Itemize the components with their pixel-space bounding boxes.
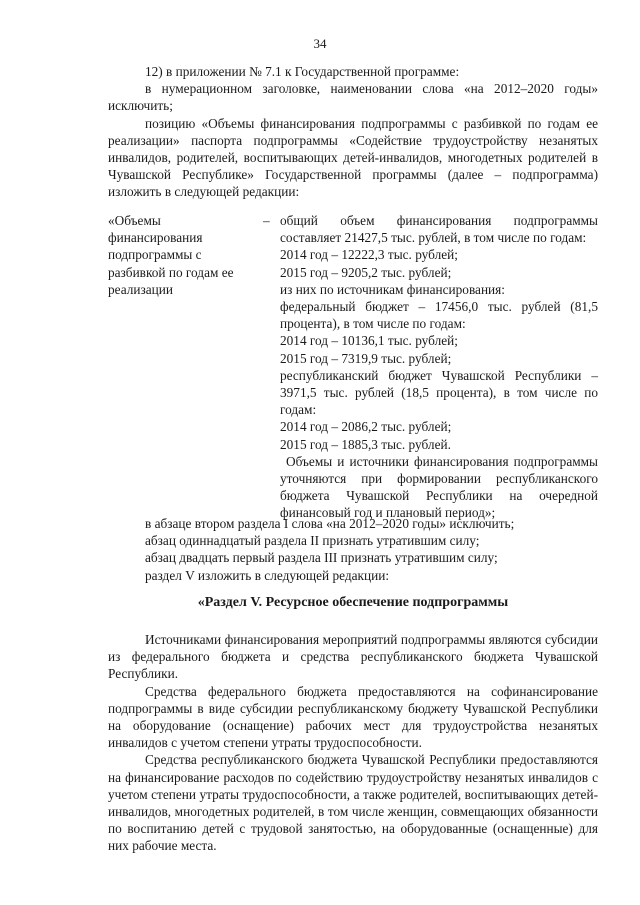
paragraph: 12) в приложении № 7.1 к Государственной программе:	[145, 64, 460, 79]
amendments-block	[108, 515, 598, 584]
intro-block	[108, 63, 598, 201]
section-body	[108, 631, 598, 855]
paragraph: Источниками финансирования мероприятий подпрограммы являются субсидии из федерального бюджета и средства республиканского бюджета Чувашской Республики.	[108, 632, 598, 682]
paragraph: в абзаце втором раздела I слова «на 2012–2020 годы» исключить;	[145, 516, 515, 531]
paragraph: Средства республиканского бюджета Чувашской Республики предоставляются на финансирование расходов по содействию трудоустройству незанятых инвалидов с учетом степени утраты трудоспособности, а также родителей, воспитывающих детей-инвалидов, многодетных родителей, в том числе женщин, совмещающих обязанности по воспитанию детей с трудовой занятостью, на оборудованные (оснащенные) для них рабочие места.	[108, 752, 598, 854]
passport-line: общий объем финансирования подпрограммы составляет 21427,5 тыс. рублей, в том числе по годам:	[280, 213, 598, 246]
page-number: 34	[313, 36, 327, 51]
passport-line: 2014 год – 12222,3 тыс. рублей;	[280, 247, 458, 263]
passport-line: федеральный бюджет – 17456,0 тыс. рублей (81,5 процента), в том числе по годам:	[280, 299, 598, 332]
paragraph: позицию «Объемы финансирования подпрограммы с разбивкой по годам ее реализации» паспорта подпрограммы «Содействие трудоустройству незанятых инвалидов, родителей, воспитывающих детей-инвалидов, многодетных родителей в Чувашской Республике» Государственной программы (далее – подпрограмма) изложить в следующей редакции:	[108, 115, 598, 200]
passport-line: 2015 год – 9205,2 тыс. рублей;	[280, 264, 452, 280]
passport-line: 2014 год – 2086,2 тыс. рублей;	[280, 419, 452, 435]
passport-line: 2015 год – 7319,9 тыс. рублей;	[280, 350, 452, 366]
passport-line: 2015 год – 1885,3 тыс. рублей.	[280, 436, 451, 452]
section-heading: «Раздел V. Ресурсное обеспечение подпрограммы	[197, 595, 509, 610]
passport-content	[280, 212, 598, 522]
paragraph: абзац одиннадцатый раздела II признать утратившим силу;	[145, 533, 480, 549]
passport-dash: –	[263, 213, 270, 228]
paragraph: абзац двадцать первый раздела III признать утратившим силу;	[145, 550, 498, 566]
passport-line: Объемы и источники финансирования подпрограммы уточняются при формировании республиканского бюджета Чувашской Республики на очередной финансовый год и плановый период»;	[280, 453, 598, 521]
paragraph: раздел V изложить в следующей редакции:	[145, 567, 390, 583]
passport-line: из них по источникам финансирования:	[280, 281, 505, 297]
passport-line: 2014 год – 10136,1 тыс. рублей;	[280, 333, 458, 349]
paragraph: Средства федерального бюджета предоставляются на софинансирование подпрограммы в виде субсидии республиканскому бюджету Чувашской Республики на оборудование (оснащение) рабочих мест для трудоустройства незанятых инвалидов с учетом степени утраты трудоспособности.	[108, 683, 598, 751]
paragraph: в нумерационном заголовке, наименовании слова «на 2012–2020 годы» исключить;	[108, 81, 598, 114]
passport-line: республиканский бюджет Чувашской Республики – 3971,5 тыс. рублей (18,5 процента), в том числе по годам:	[280, 367, 598, 418]
passport-label: «Объемы финансирования подпрограммы с разбивкой по годам ее реализации	[108, 213, 234, 297]
